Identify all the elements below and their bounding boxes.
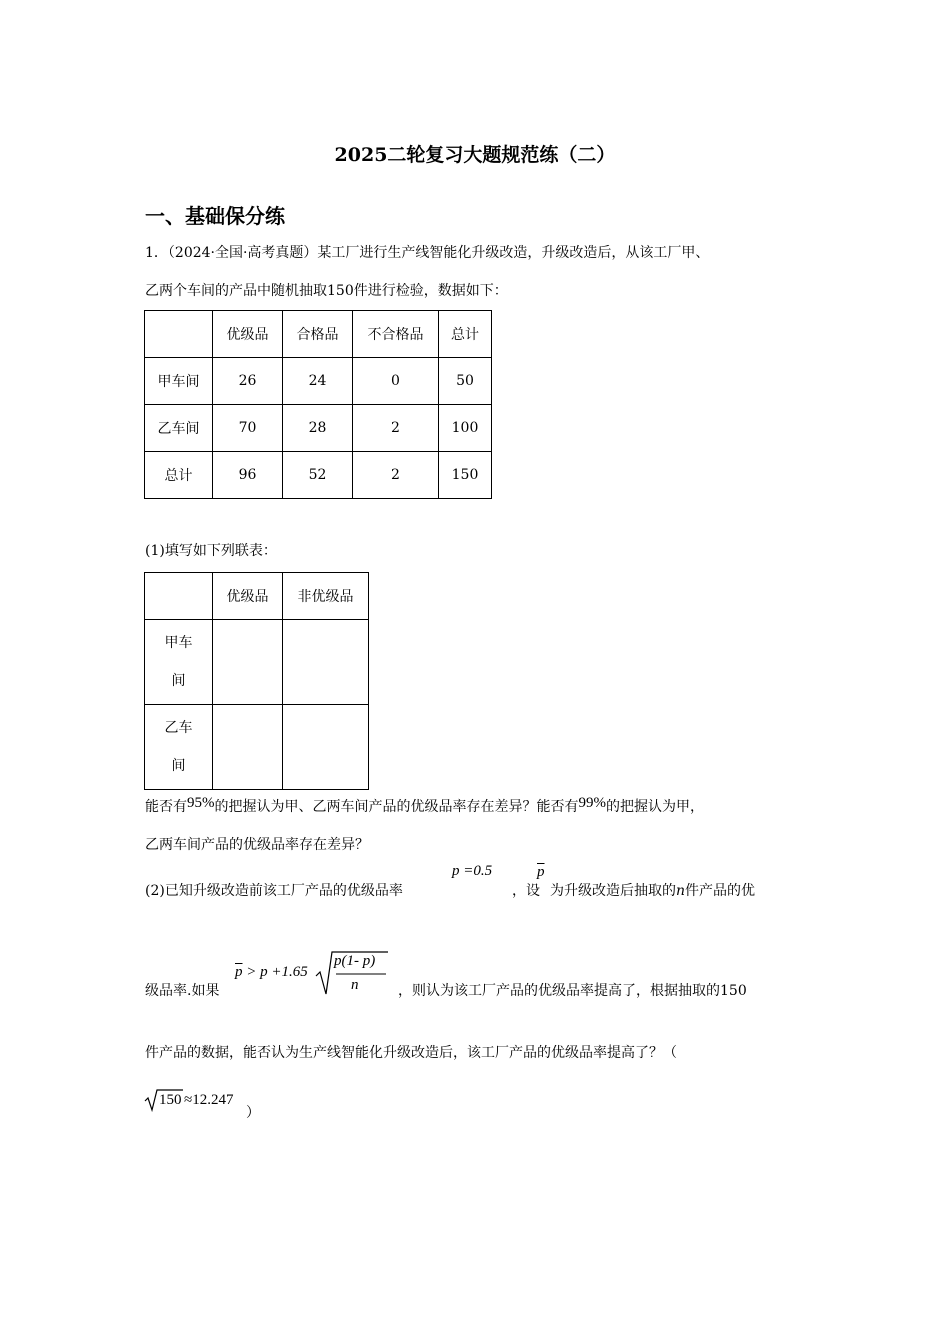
text-span: 能否有 xyxy=(145,799,187,815)
page-title: 2025二轮复习大题规范练（二） xyxy=(334,144,616,166)
table-cell: 总计 xyxy=(145,452,213,499)
text-span: ，设 xyxy=(512,883,540,899)
table-row xyxy=(145,405,492,452)
part-2-line-2-start: 级品率.如果 xyxy=(145,983,220,999)
table-cell: 甲车间 xyxy=(145,358,213,405)
part-2-line-3: 件产品的数据，能否认为生产线智能化升级改造后，该工厂产品的优级品率提高了？（ xyxy=(145,1045,677,1061)
part-1-label: (1)填写如下列联表： xyxy=(145,543,277,559)
blank-cell xyxy=(213,705,283,790)
row-label-line: 乙车 xyxy=(164,720,193,736)
table-header-cell: 总计 xyxy=(439,311,492,358)
table-cell: 52 xyxy=(283,452,353,499)
p-equals-formula: p =0.5 xyxy=(452,863,493,879)
table-header-cell: 不合格品 xyxy=(353,311,439,358)
table-cell: 50 xyxy=(439,358,492,405)
table-header-cell xyxy=(145,573,213,620)
inequality-middle: > p +1.65 xyxy=(242,964,308,980)
table-row xyxy=(145,620,369,705)
table-cell: 0 xyxy=(353,358,439,405)
text-span: 为升级改造后抽取的 xyxy=(550,883,676,899)
table-cell: 70 xyxy=(213,405,283,452)
table-header-row xyxy=(145,311,492,358)
p-bar-symbol: $\overline{p}$ xyxy=(235,964,243,980)
table-header-cell: 优级品 xyxy=(213,311,283,358)
closing-paren: ） xyxy=(246,1105,260,1121)
n-symbol: n xyxy=(676,883,686,899)
row-label-line: 间 xyxy=(171,673,186,689)
part-1-question-line-2: 乙两车间产品的优级品率存在差异？ xyxy=(145,837,369,853)
part-2-line-1 xyxy=(145,880,403,900)
table-header-cell: 非优级品 xyxy=(283,573,369,620)
table-row xyxy=(145,705,369,790)
blank-cell xyxy=(213,620,283,705)
question-1-line-2: 乙两个车间的产品中随机抽取150件进行检验，数据如下： xyxy=(145,283,508,299)
sqrt-value: 150 xyxy=(159,1092,182,1108)
contingency-table xyxy=(144,572,369,790)
p-bar-symbol: $\overline{p}$ xyxy=(537,864,545,880)
approx-value: ≈12.247 xyxy=(184,1092,234,1108)
table-row xyxy=(145,358,492,405)
part-2-line-1-rest xyxy=(550,880,755,900)
part-1-question-line-1 xyxy=(145,796,704,816)
table-cell: 26 xyxy=(213,358,283,405)
table-header-cell: 合格品 xyxy=(283,311,353,358)
fraction-numerator: p(1- p) xyxy=(334,953,376,969)
inequality-formula xyxy=(235,964,308,981)
row-label-line: 甲车 xyxy=(164,635,193,651)
table-header-cell xyxy=(145,311,213,358)
table-cell: 96 xyxy=(213,452,283,499)
table-header-cell: 优级品 xyxy=(213,573,283,620)
table-header-row xyxy=(145,573,369,620)
table-cell: 28 xyxy=(283,405,353,452)
part-2-line-2-end: ，则认为该工厂产品的优级品率提高了，根据抽取的150 xyxy=(398,983,747,999)
blank-cell xyxy=(283,620,369,705)
table-cell xyxy=(145,705,213,790)
section-heading: 一、基础保分练 xyxy=(145,204,285,228)
table-cell: 150 xyxy=(439,452,492,499)
percent-99: 99% xyxy=(578,795,606,811)
table-cell: 乙车间 xyxy=(145,405,213,452)
table-cell: 24 xyxy=(283,358,353,405)
table-cell: 100 xyxy=(439,405,492,452)
table-cell: 2 xyxy=(353,405,439,452)
fraction-denominator: n xyxy=(351,977,359,993)
table-cell xyxy=(145,620,213,705)
blank-cell xyxy=(283,705,369,790)
table-row xyxy=(145,452,492,499)
percent-95: 95% xyxy=(187,795,215,811)
question-1-line-1: 1．（2024·全国·高考真题）某工厂进行生产线智能化升级改造，升级改造后，从该工厂甲、 xyxy=(145,245,710,261)
text-span: 的把握认为甲、乙两车间产品的优级品率存在差异？能否有 xyxy=(214,799,579,815)
text-span: 的把握认为甲， xyxy=(606,799,704,815)
text-span: 件产品的优 xyxy=(685,883,756,899)
text-span: (2)已知升级改造前该工厂产品的优级品率 xyxy=(145,883,403,899)
table-cell: 2 xyxy=(353,452,439,499)
data-table xyxy=(144,310,492,499)
row-label-line: 间 xyxy=(171,758,186,774)
